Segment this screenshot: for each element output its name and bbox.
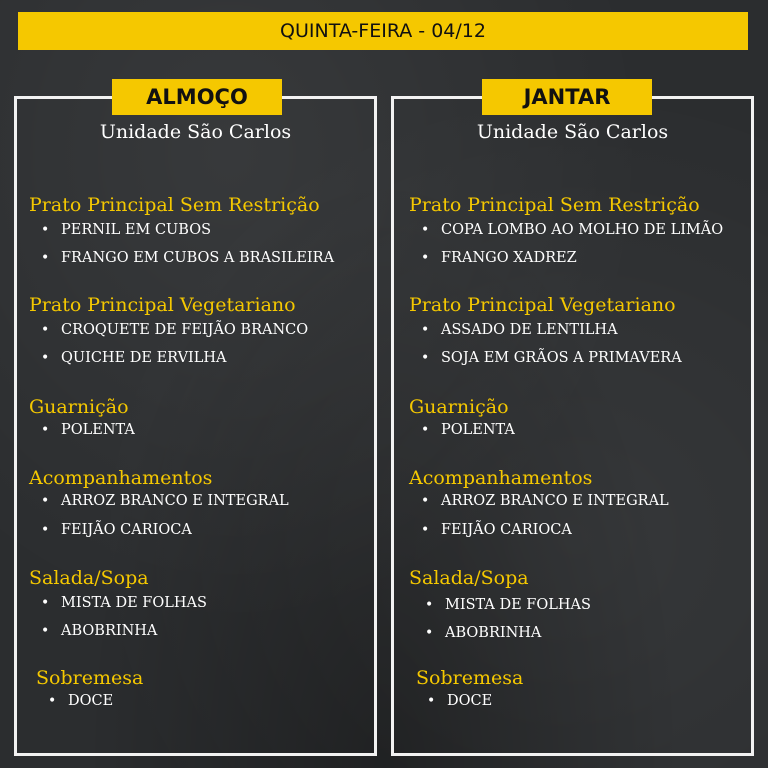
menu-item: • DOCE <box>427 693 493 709</box>
almoco-panel <box>14 96 377 756</box>
section-title-guarnicao: Guarnição <box>409 396 509 418</box>
menu-item: • ASSADO DE LENTILHA <box>421 322 618 338</box>
menu-item: • CROQUETE DE FEIJÃO BRANCO <box>41 322 309 338</box>
menu-item: • DOCE <box>48 693 114 709</box>
menu-item: • FRANGO EM CUBOS A BRASILEIRA <box>41 250 335 266</box>
menu-item: • PERNIL EM CUBOS <box>41 222 212 238</box>
menu-item: • MISTA DE FOLHAS <box>41 595 207 611</box>
menu-item: • ABOBRINHA <box>425 625 542 641</box>
date-banner <box>18 12 748 50</box>
unit-name: Unidade São Carlos <box>99 121 292 143</box>
date-label: QUINTA-FEIRA - 04/12 <box>280 20 486 42</box>
meal-label-jantar: JANTAR <box>523 85 611 109</box>
menu-item: • COPA LOMBO AO MOLHO DE LIMÃO <box>421 222 724 238</box>
section-title-acompanhamentos: Acompanhamentos <box>29 467 213 489</box>
section-title-sobremesa: Sobremesa <box>36 667 144 689</box>
meal-label-almoco: ALMOÇO <box>146 85 248 109</box>
section-title-sem-restricao: Prato Principal Sem Restrição <box>29 194 320 216</box>
section-title-salada-sopa: Salada/Sopa <box>409 567 529 589</box>
menu-item: • SOJA EM GRÃOS A PRIMAVERA <box>421 350 682 366</box>
menu-item: • FRANGO XADREZ <box>421 250 577 266</box>
unit-name: Unidade São Carlos <box>476 121 669 143</box>
jantar-panel <box>391 96 754 756</box>
meal-tag-jantar <box>482 79 652 115</box>
menu-item: • POLENTA <box>421 422 515 438</box>
menu-item: • FEIJÃO CARIOCA <box>421 522 572 538</box>
section-title-guarnicao: Guarnição <box>29 396 129 418</box>
menu-item: • POLENTA <box>41 422 135 438</box>
section-title-vegetariano: Prato Principal Vegetariano <box>29 294 296 316</box>
section-title-sobremesa: Sobremesa <box>416 667 524 689</box>
meal-tag-almoco <box>112 79 282 115</box>
menu-item: • MISTA DE FOLHAS <box>425 597 591 613</box>
menu-item: • ARROZ BRANCO E INTEGRAL <box>41 493 289 509</box>
section-title-salada-sopa: Salada/Sopa <box>29 567 149 589</box>
section-title-acompanhamentos: Acompanhamentos <box>409 467 593 489</box>
menu-item: • QUICHE DE ERVILHA <box>41 350 227 366</box>
section-title-vegetariano: Prato Principal Vegetariano <box>409 294 676 316</box>
menu-item: • FEIJÃO CARIOCA <box>41 522 192 538</box>
section-title-sem-restricao: Prato Principal Sem Restrição <box>409 194 700 216</box>
menu-item: • ARROZ BRANCO E INTEGRAL <box>421 493 669 509</box>
menu-item: • ABOBRINHA <box>41 623 158 639</box>
